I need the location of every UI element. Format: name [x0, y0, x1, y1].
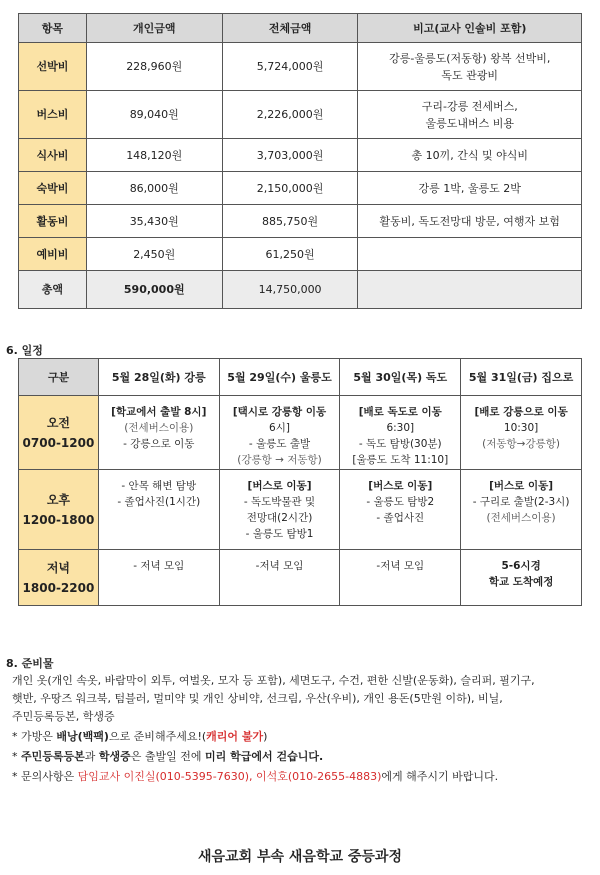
schedule-cell-line: [버스로 이동] [489, 480, 554, 492]
schedule-cell-line: - 강릉으로 이동 [123, 438, 195, 450]
schedule-cell [219, 550, 340, 606]
cost-table [18, 13, 582, 309]
cost-total: 885,750원 [222, 205, 358, 238]
schedule-cell-line: - 독도박물관 및 [243, 496, 316, 508]
prep-line: 햇반, 우땅즈 워크북, 텀블러, 멀미약 및 개인 상비약, 선크림, 우산(우비), 개인 용돈(5만원 이하), 비닐, [12, 692, 503, 705]
schedule-cell-line: [버스로 이동] [247, 480, 312, 492]
schedule-cell-line: 6시] [269, 422, 290, 434]
schedule-cell-line: - 졸업사진 [376, 512, 425, 524]
cost-row [19, 43, 582, 91]
schedule-header-day4: 5월 31일(금) 집으로 [461, 359, 582, 396]
schedule-cell-line: [배로 강릉으로 이동 [474, 406, 568, 418]
schedule-header-day3: 5월 30일(목) 독도 [340, 359, 461, 396]
cost-note [358, 43, 582, 91]
schedule-slot-line: 오후 [46, 492, 71, 507]
cost-total: 3,703,000원 [222, 139, 358, 172]
cost-personal: 86,000원 [86, 172, 222, 205]
schedule-cell-line: (전세버스이용) [124, 422, 194, 434]
schedule-cell-line: [택시로 강릉항 이동 [232, 406, 327, 418]
cost-note-line: 강릉-울릉도(저동항) 왕복 선박비, [389, 51, 551, 65]
cost-note [358, 139, 582, 172]
footer-school-name: 새음교회 부속 새음학교 중등과정 [198, 849, 402, 865]
preparation-title: 8. 준비물 [6, 657, 54, 670]
cost-note-line: 활동비, 독도전망대 방문, 여행자 보험 [379, 214, 560, 228]
preparation-items [12, 672, 535, 786]
cost-personal: 35,430원 [86, 205, 222, 238]
schedule-row [19, 470, 582, 550]
schedule-slot-line: 1800-2200 [22, 580, 95, 595]
total-total: 14,750,000 [222, 271, 358, 309]
schedule-cell [461, 396, 582, 470]
cost-row [19, 238, 582, 271]
schedule-header-day1: 5월 28일(화) 강릉 [98, 359, 219, 396]
schedule-cell [340, 550, 461, 606]
schedule-cell-line: 6:30] [386, 422, 415, 434]
cost-total: 5,724,000원 [222, 43, 358, 91]
prep-line: 개인 옷(개인 속옷, 바람막이 외투, 여벌옷, 모자 등 포함), 세면도구, 수건, 편한 신발(운동화), 슬리퍼, 필기구, [12, 674, 535, 687]
cost-header-personal: 개인금액 [86, 14, 222, 43]
schedule-row [19, 396, 582, 470]
schedule-cell-line: - 울릉도 탐방2 [366, 496, 435, 508]
schedule-cell [98, 470, 219, 550]
schedule-row [19, 550, 582, 606]
cost-total-row [19, 271, 582, 309]
cost-personal: 2,450원 [86, 238, 222, 271]
cost-note [358, 91, 582, 139]
schedule-cell [340, 470, 461, 550]
schedule-cell [219, 470, 340, 550]
cost-total: 2,226,000원 [222, 91, 358, 139]
schedule-slot [19, 470, 99, 550]
schedule-slot-line: 오전 [46, 415, 71, 430]
cost-note-line: 구리-강릉 전세버스, [421, 99, 518, 113]
schedule-cell-line: - 울릉도 출발 [248, 438, 311, 450]
cost-item: 활동비 [19, 205, 87, 238]
schedule-slot [19, 396, 99, 470]
cost-row [19, 91, 582, 139]
schedule-table [18, 358, 582, 606]
schedule-cell [461, 550, 582, 606]
total-note [358, 271, 582, 309]
schedule-cell [219, 396, 340, 470]
cost-item: 선박비 [19, 43, 87, 91]
schedule-title: 6. 일정 [6, 344, 43, 357]
schedule-cell-line: (강릉항 → 저동항) [237, 454, 322, 466]
total-personal: 590,000원 [86, 271, 222, 309]
cost-header-note: 비고(교사 인솔비 포함) [358, 14, 582, 43]
schedule-cell-line: 전망대(2시간) [246, 512, 313, 524]
schedule-cell-line: - 구리로 출발(2-3시) [472, 496, 570, 508]
cost-item: 식사비 [19, 139, 87, 172]
prep-note-contact: * 문의사항은 담임교사 이진실(010-5395-7630), 이석호(010-2655-4883)에게 해주시기 바랍니다. [12, 770, 499, 783]
schedule-slot-line: 0700-1200 [22, 435, 95, 450]
schedule-header-corner: 구분 [19, 359, 99, 396]
schedule-cell-line: (저동항→강릉항) [482, 438, 561, 450]
schedule-slot-line: 1200-1800 [22, 512, 95, 527]
cost-total: 2,150,000원 [222, 172, 358, 205]
prep-line: 주민등록등본, 학생증 [12, 710, 115, 723]
schedule-cell-line: [버스로 이동] [368, 480, 433, 492]
schedule-cell-line: - 안목 해변 탐방 [121, 480, 197, 492]
cost-total: 61,250원 [222, 238, 358, 271]
prep-note-bag: * 가방은 배낭(백팩)으로 준비해주세요!(캐리어 불가) [12, 730, 268, 743]
schedule-slot-line: 저녁 [46, 560, 71, 575]
schedule-cell-line: -저녁 모임 [255, 560, 304, 572]
schedule-slot [19, 550, 99, 606]
schedule-header-day2: 5월 29일(수) 울릉도 [219, 359, 340, 396]
cost-personal: 228,960원 [86, 43, 222, 91]
schedule-cell-line: [학교에서 출발 8시] [111, 406, 207, 418]
prep-note-documents: * 주민등록등본과 학생증은 출발일 전에 미리 학급에서 걷습니다. [12, 750, 324, 763]
cost-row [19, 172, 582, 205]
schedule-cell-line: - 독도 탐방(30분) [358, 438, 442, 450]
schedule-cell-line: -저녁 모임 [376, 560, 425, 572]
schedule-cell-line: [배로 독도로 이동 [358, 406, 442, 418]
schedule-cell-line: - 졸업사진(1시간) [117, 496, 201, 508]
cost-item: 숙박비 [19, 172, 87, 205]
cost-item: 예비비 [19, 238, 87, 271]
cost-header-row [19, 14, 582, 43]
schedule-cell-line: [울릉도 도착 11:10] [352, 454, 449, 466]
schedule-cell-line: 학교 도착예정 [488, 576, 554, 588]
schedule-cell-line: - 저녁 모임 [133, 560, 185, 572]
cost-note-line: 울릉도내버스 비용 [425, 116, 514, 130]
cost-note-line: 독도 관광비 [441, 68, 499, 82]
schedule-cell-line: (전세버스이용) [486, 512, 556, 524]
cost-note-line: 총 10끼, 간식 및 야식비 [411, 148, 528, 162]
schedule-cell [461, 470, 582, 550]
cost-note [358, 238, 582, 271]
cost-personal: 148,120원 [86, 139, 222, 172]
schedule-cell-line: - 울릉도 탐방1 [245, 528, 314, 540]
schedule-cell-line: 5-6시경 [501, 560, 541, 572]
cost-note [358, 172, 582, 205]
schedule-header-row [19, 359, 582, 396]
cost-row [19, 205, 582, 238]
cost-note-line: 강릉 1박, 울릉도 2박 [418, 181, 521, 195]
schedule-cell [340, 396, 461, 470]
cost-header-total: 전체금액 [222, 14, 358, 43]
schedule-cell-line: 10:30] [503, 422, 539, 434]
cost-note [358, 205, 582, 238]
schedule-cell [98, 396, 219, 470]
cost-header-item: 항목 [19, 14, 87, 43]
cost-row [19, 139, 582, 172]
schedule-cell [98, 550, 219, 606]
total-item: 총액 [19, 271, 87, 309]
cost-personal: 89,040원 [86, 91, 222, 139]
cost-item: 버스비 [19, 91, 87, 139]
